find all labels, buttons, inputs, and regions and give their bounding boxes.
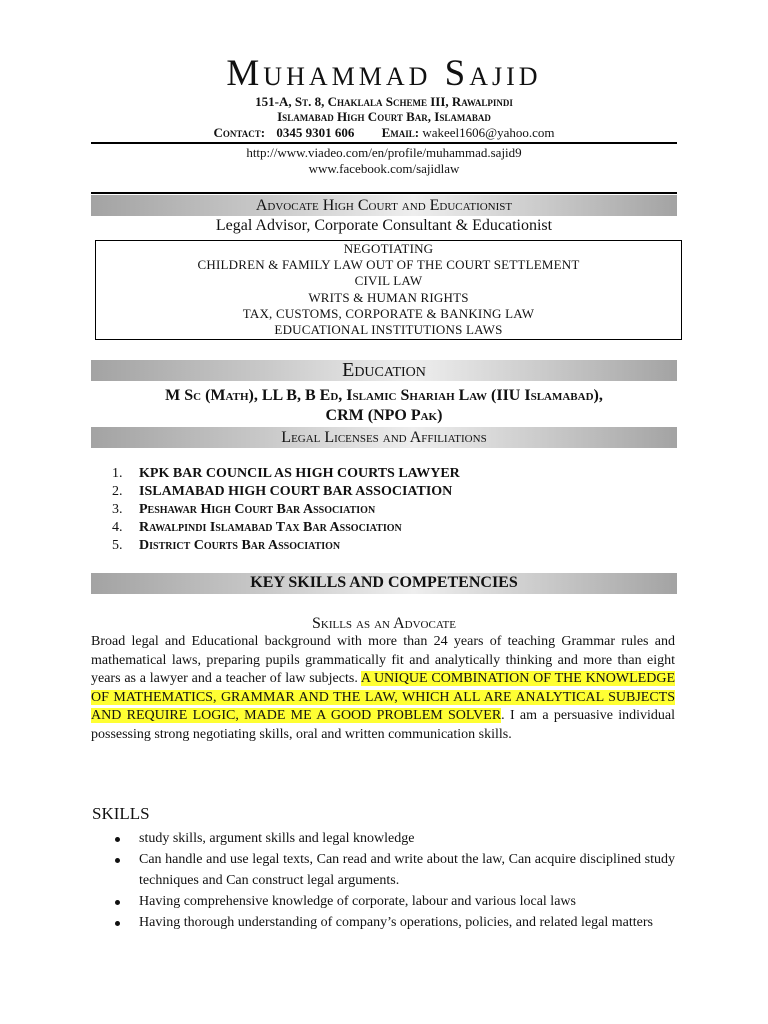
license-text: ISLAMABAD HIGH COURT BAR ASSOCIATION [139, 484, 453, 499]
education-degrees-line-2: CRM (NPO Pak) [325, 407, 443, 424]
specialization-item: TAX, CUSTOMS, CORPORATE & BANKING LAW [242, 305, 535, 321]
header-divider-top [91, 142, 677, 144]
paragraph-text-before: Broad legal and Educational background with more than 24 years of teaching Grammar rules and mathematical laws, preparing pupils grammatically fit and analytically thinking and more than eight years as a lawyer and a teacher of law subjects. [91, 634, 675, 686]
paragraph-text-after: . I am a persuasive individual possessing strong negotiating skills, oral and written communication skills. [91, 708, 676, 742]
address-line-1: 151-A, St. 8, Chaklala Scheme III, Rawalpindi [255, 94, 513, 109]
header-divider-bottom [91, 192, 677, 194]
email-value[interactable]: wakeel1606@yahoo.com [422, 125, 555, 140]
education-degrees-line-1: M Sc (Math), LL B, B Ed, Islamic Shariah Law (IIU Islamabad), [165, 387, 603, 404]
education-heading: Education [342, 359, 426, 381]
bullet-icon [115, 837, 120, 842]
skills-heading: SKILLS [92, 804, 150, 823]
viadeo-link[interactable]: http://www.viadeo.com/en/profile/muhammad.sajid9 [246, 145, 522, 160]
license-number: 5. [112, 538, 123, 553]
email-label: Email: [381, 125, 420, 140]
skill-text: Having thorough understanding of company’s operations, policies, and related legal matters [139, 914, 653, 930]
licenses-list [112, 465, 460, 555]
license-item [112, 465, 460, 483]
license-text: Peshawar High Court Bar Association [139, 502, 376, 517]
bullet-icon [115, 921, 120, 926]
skill-item [113, 829, 675, 850]
license-text: District Courts Bar Association [139, 538, 341, 553]
skills-list [113, 829, 675, 934]
profile-title: Advocate High Court and Educationist [255, 197, 513, 214]
license-item [112, 519, 460, 537]
license-number: 1. [112, 466, 123, 481]
address-line-2: Islamabad High Court Bar, Islamabad [277, 109, 491, 124]
profile-tagline: Legal Advisor, Corporate Consultant & Educationist [215, 217, 553, 234]
bullet-icon [115, 858, 120, 863]
skill-text: Having comprehensive knowledge of corporate, labour and various local laws [139, 893, 576, 909]
bullet-icon [115, 900, 120, 905]
specialization-item: EDUCATIONAL INSTITUTIONS LAWS [274, 322, 503, 338]
license-number: 3. [112, 502, 123, 517]
license-item [112, 537, 460, 555]
contact-label: Contact: [213, 125, 266, 140]
license-text: KPK BAR COUNCIL AS HIGH COURTS LAWYER [139, 466, 460, 481]
specializations-box [95, 240, 682, 340]
contact-line [0, 125, 768, 141]
specialization-item: CHILDREN & FAMILY LAW OUT OF THE COURT SETTLEMENT [197, 257, 580, 273]
candidate-name: Muhammad Sajid [226, 53, 542, 94]
license-item [112, 483, 460, 501]
skill-item [113, 850, 675, 891]
skill-text: study skills, argument skills and legal knowledge [139, 831, 415, 846]
contact-phone: 0345 9301 606 [276, 125, 355, 140]
license-item [112, 501, 460, 519]
advocate-skills-subheading: Skills as an Advocate [311, 615, 456, 632]
highlighted-text: A UNIQUE COMBINATION OF THE KNOWLEDGE OF MATHEMATICS, GRAMMAR AND THE LAW, WHICH ALL ARE ANALYTICAL SUBJECTS AND REQUIRE LOGIC, MADE ME A GOOD PROBLEM SOLVER [91, 671, 675, 723]
skill-text: Can handle and use legal texts, Can read and write about the law, Can acquire disciplined study techniques and Can construct legal arguments. [139, 852, 675, 888]
facebook-link[interactable]: www.facebook.com/sajidlaw [308, 161, 460, 176]
skill-item [113, 892, 675, 913]
skill-item [113, 913, 675, 934]
advocate-skills-paragraph [91, 633, 675, 744]
license-number: 4. [112, 520, 123, 535]
specialization-item: NEGOTIATING [343, 241, 434, 256]
specialization-item: WRITS & HUMAN RIGHTS [308, 289, 469, 305]
license-text: Rawalpindi Islamabad Tax Bar Association [139, 520, 402, 535]
specialization-item: CIVIL LAW [354, 273, 423, 289]
key-skills-heading: KEY SKILLS AND COMPETENCIES [250, 574, 518, 591]
license-number: 2. [112, 484, 123, 499]
licenses-heading: Legal Licenses and Affiliations [281, 429, 487, 446]
